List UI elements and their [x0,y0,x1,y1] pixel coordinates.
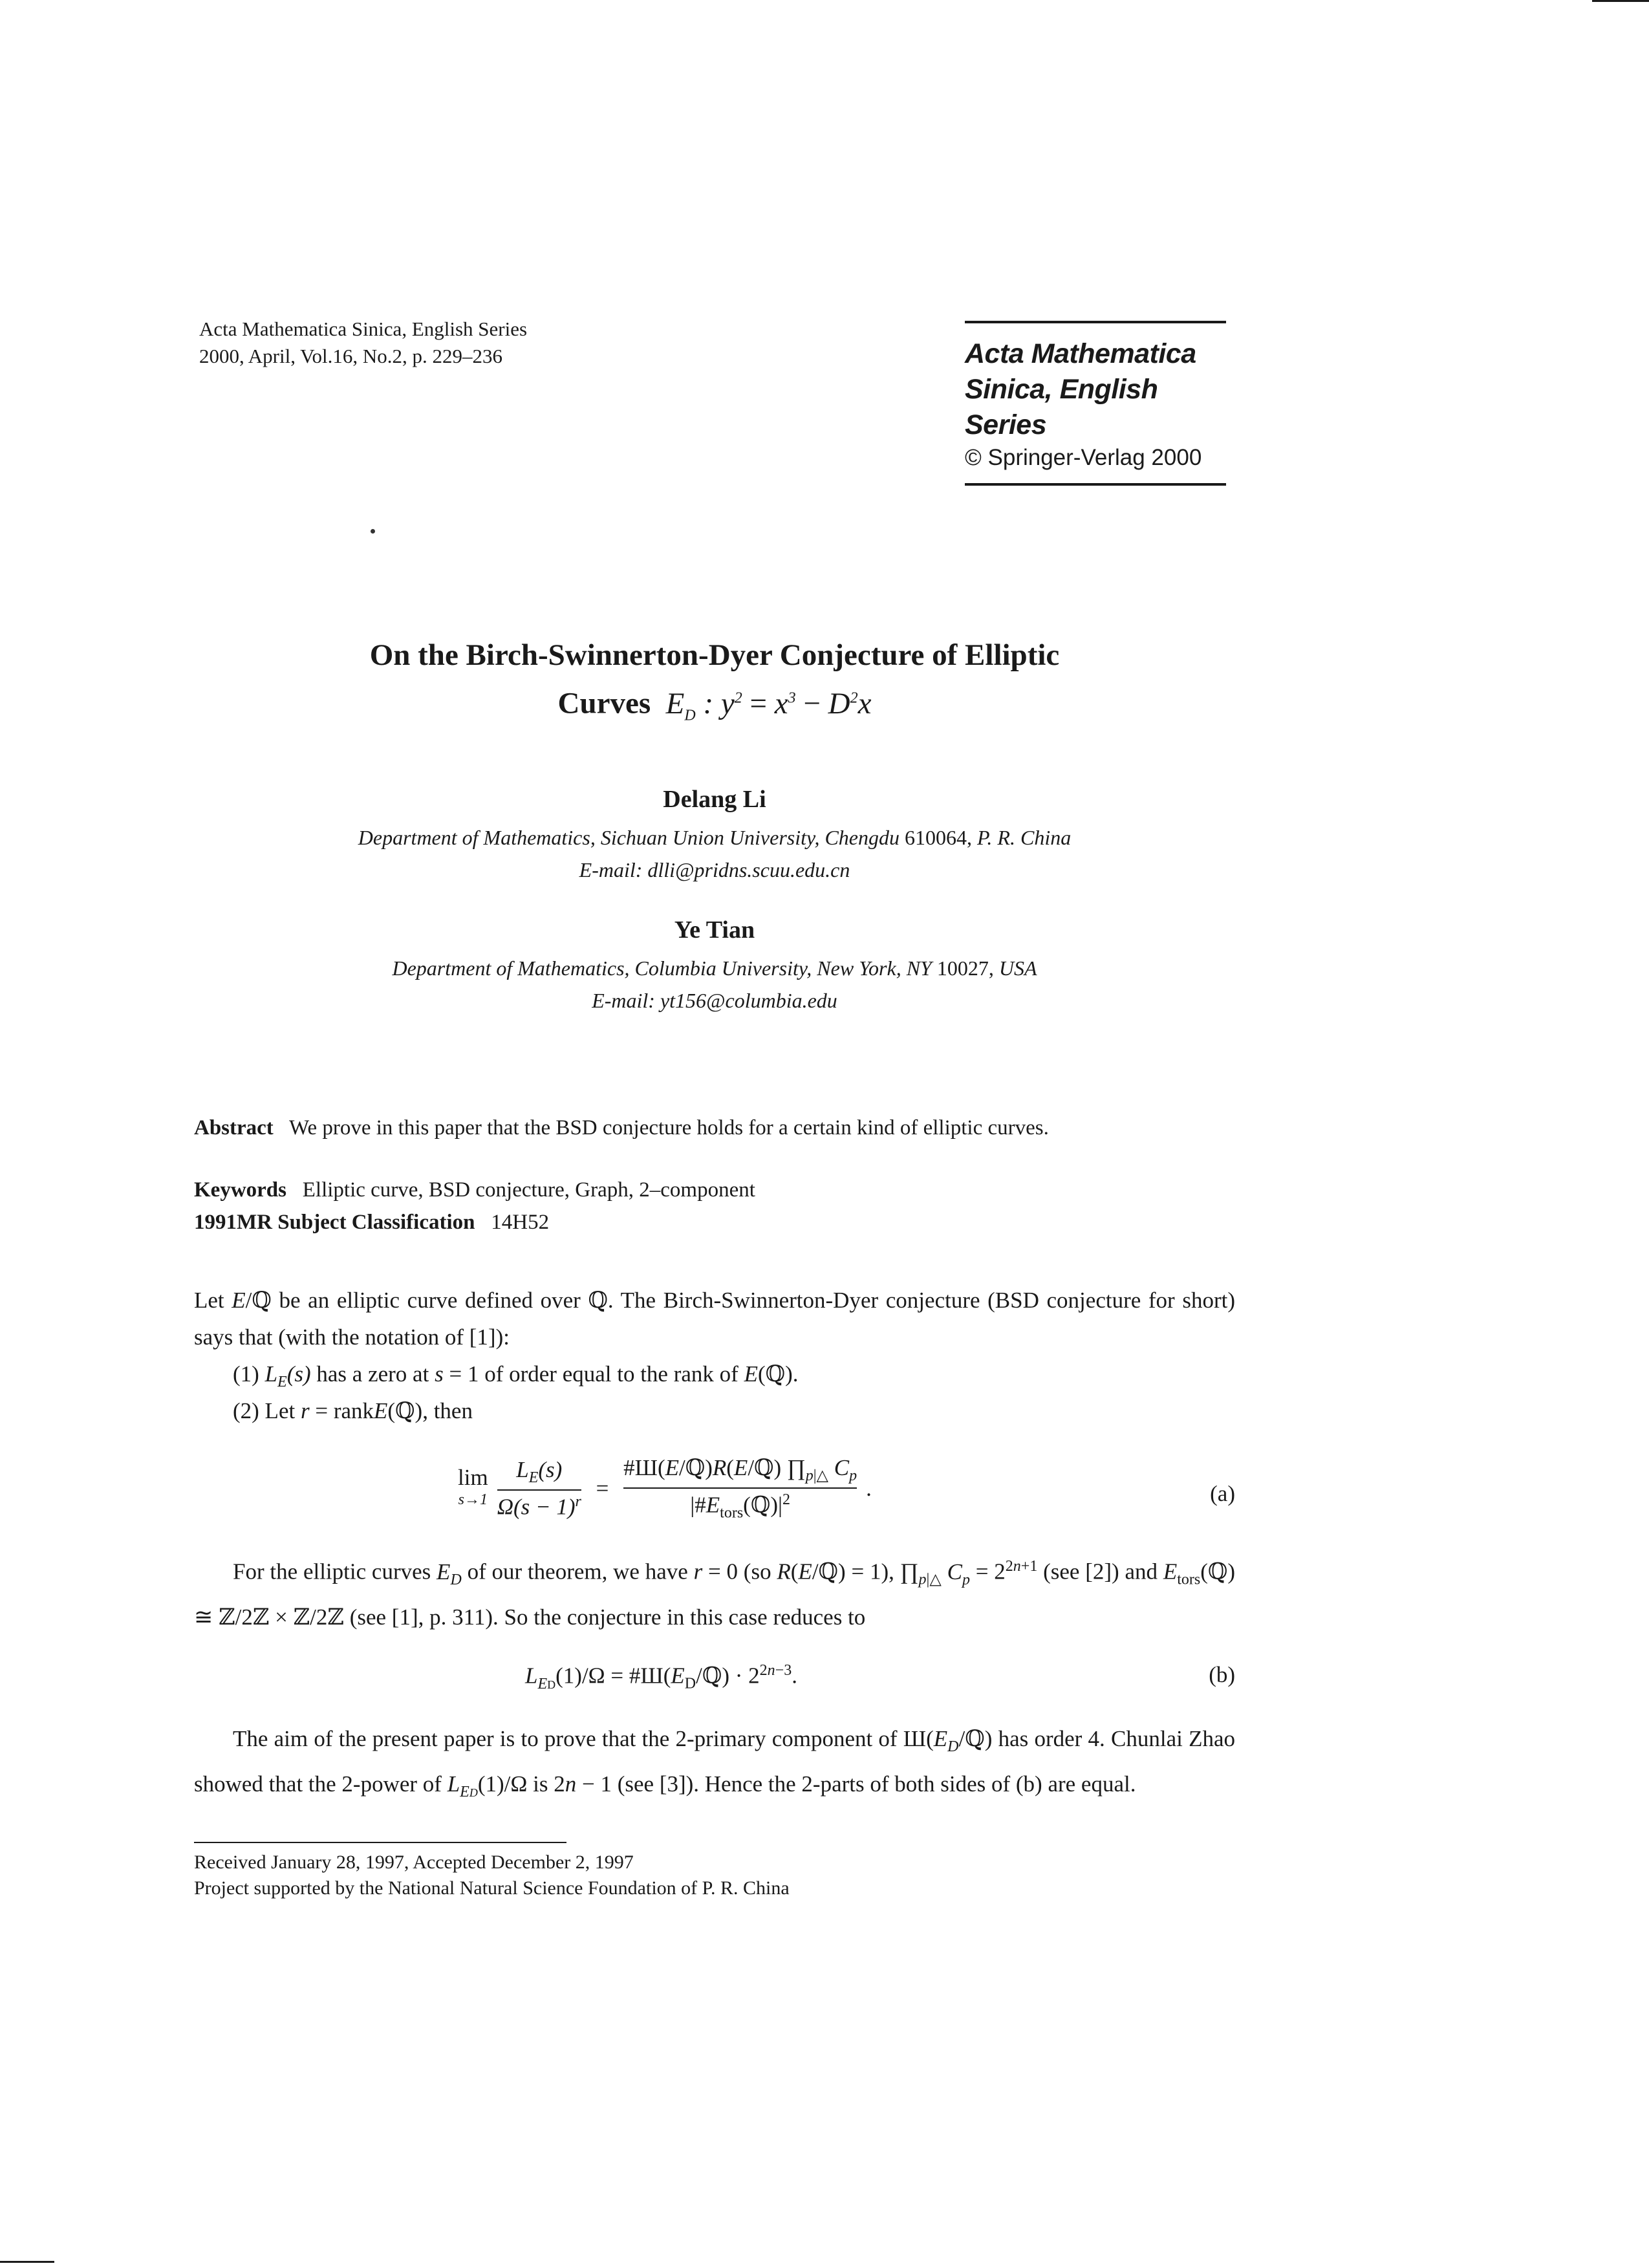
keywords-text: Elliptic curve, BSD conjecture, Graph, 2–component [302,1178,755,1202]
logo-line-1: Acta Mathematica [965,338,1196,369]
author-email-2: E-mail: yt156@columbia.edu [592,989,837,1012]
received-note: Received January 28, 1997, Accepted December 2, 1997 [194,1852,634,1873]
support-note: Project supported by the National Natural Science Foundation of P. R. China [194,1877,790,1899]
journal-citation-block [199,316,527,370]
scan-edge-mark [0,2261,54,2263]
logo-line-2: Sinica, English Series [965,374,1158,440]
logo-copyright: © Springer-Verlag 2000 [965,445,1202,470]
classification-label: 1991MR Subject Classification [194,1211,475,1234]
equation-a-label: (a) [1210,1481,1235,1506]
classification-text: 14H52 [491,1211,550,1234]
title-curves-word: Curves [557,686,651,720]
abstract [194,1110,1235,1147]
title-line-1: On the Birch-Swinnerton-Dyer Conjecture of Elliptic [369,638,1060,672]
title-line-2 [0,676,1429,737]
aim-paragraph: The aim of the present paper is to prove that the 2-primary component of $Ш(E_D/ℚ)$ has order 4. Chunlai Zhao showed that the 2-power of $L_{ED}(1)/\Omega$ is 2n − 1 (see [3]). Hence the 2-parts of both sides of (b) are equal. [194,1726,1235,1800]
abstract-label: Abstract [194,1116,274,1139]
abstract-text: We prove in this paper that the BSD conjecture holds for a certain kind of elliptic curves. [288,1116,1049,1139]
author-email-1: E-mail: dlli@pridns.scuu.edu.cn [579,858,850,881]
paper-title [0,634,1429,737]
intro-paragraph: Let E/ℚ be an elliptic curve defined over ℚ. The Birch-Swinnerton-Dyer conjecture (BSD conjecture for short) says that (with the notation of [1]): [194,1288,1235,1350]
author-name-2: Ye Tian [674,916,755,944]
reduction-paragraph: For the elliptic curves $E_D$ of our theorem, we have r = 0 (so R(E/ℚ) = 1), $\prod_{p|\triangle}$ $C_p = 2^{2n+1}$ (see [2]) and $E_{tors}(ℚ)$ ≅ ℤ/2ℤ × ℤ/2ℤ (see [1], p. 311). So the conjecture in this case reduces to [194,1558,1236,1630]
subject-classification [194,1207,1235,1238]
logo-bottom-rule [965,483,1226,486]
journal-logo [965,321,1226,486]
equation-a: lim s→1 $\frac{L_E(s)}{\Omega(s - 1)^r}$ = $\frac{\#Ш(E/ℚ)R(E/ℚ) \prod_{p|\triangle} C_p}{|\#E_{tors}(ℚ)|^2}$ . (a) [458,1455,1235,1522]
keywords [194,1174,1235,1205]
journal-series: Acta Mathematica Sinica, English Series [199,318,528,340]
author-affiliation-1: Department of Mathematics, Sichuan Union University, Chengdu 610064, P. R. China [358,826,1072,849]
email-link-2[interactable]: yt156@columbia.edu [660,989,837,1012]
equation-b-label: (b) [1209,1662,1235,1687]
author-affiliation-2: Department of Mathematics, Columbia University, New York, NY 10027, USA [392,956,1037,980]
title-curve-equation: $E_D$ : $y^2 = x^3 - D^2x$ [658,686,872,724]
equation-b: $L_{ED}(1)/\Omega$ = $\#Ш(E_D/ℚ) \cdot 2^{2n-3}$. (b) [525,1662,1235,1692]
scan-speck [371,529,375,534]
conjecture-item-2: (2) Let r = rankE(ℚ), then [233,1398,473,1423]
email-link-1[interactable]: dlli@pridns.scuu.edu.cn [647,858,850,881]
keywords-label: Keywords [194,1178,286,1202]
conjecture-item-1: (1) $L_E(s)$ has a zero at s = 1 of order equal to the rank of E(ℚ). [233,1361,799,1390]
author-name-1: Delang Li [663,786,766,813]
footnote-rule [194,1842,566,1843]
journal-citation: 2000, April, Vol.16, No.2, p. 229–236 [199,345,503,367]
scan-edge-mark [1592,0,1649,2]
